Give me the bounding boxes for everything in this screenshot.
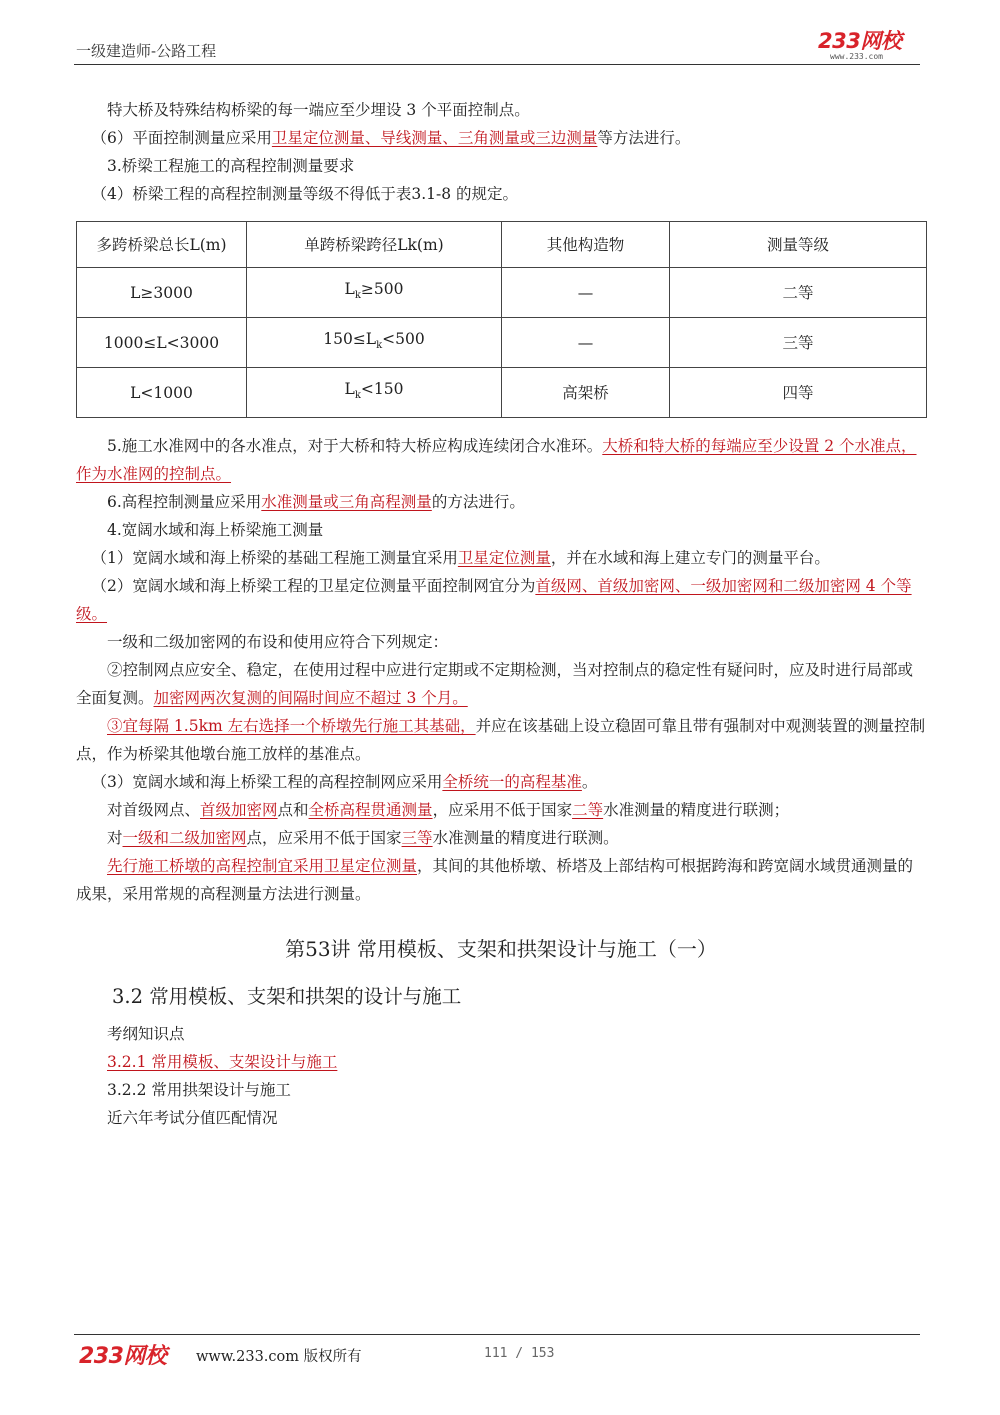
highlight-text: 加密网两次复测的间隔时间应不超过 3 个月。 [153, 689, 468, 707]
highlight-text: 全桥统一的高程基准 [442, 773, 582, 791]
footer-rule [74, 1334, 920, 1335]
paragraph: 先行施工桥墩的高程控制宜采用卫星定位测量，其间的其他桥墩、桥塔及上部结构可根据跨海和跨宽阔水域贯通测量的成果，采用常规的高程测量方法进行测量。 [76, 857, 914, 903]
paragraph: 近六年考试分值匹配情况 [107, 1109, 278, 1127]
lecture-title: 第53讲 常用模板、支架和拱架设计与施工（一） [285, 937, 717, 961]
highlight-text: 二等 [572, 801, 604, 819]
paragraph: ②控制网点应安全、稳定，在使用过程中应进行定期或不定期检测，当对控制点的稳定性有疑问时，应及时进行局部或全面复测。加密网两次复测的间隔时间应不超过 3 个月。 [76, 661, 914, 707]
table-cell: L≥3000 [77, 268, 247, 318]
table-cell: — [502, 268, 670, 318]
paragraph: 对首级网点、首级加密网点和全桥高程贯通测量，应采用不低于国家二等水准测量的精度进行联测； [107, 801, 790, 819]
highlight-text: 首级网、首级加密网、一级加密网和二级加密网 4 个等级。 [76, 577, 912, 623]
highlight-text: 卫星定位测量、导线测量、三角测量或三边测量 [271, 129, 598, 147]
highlight-text: 首级加密网 [200, 801, 278, 819]
footer-logo: 233网校 [79, 1344, 167, 1369]
highlight-text: 先行施工桥墩的高程控制宜采用卫星定位测量 [107, 857, 418, 875]
paragraph [76, 1048, 926, 1076]
paragraph: 6.高程控制测量应采用水准测量或三角高程测量的方法进行。 [107, 493, 525, 511]
paragraph: 一级和二级加密网的布设和使用应符合下列规定： [107, 633, 449, 651]
document-body [76, 96, 926, 1132]
table-header-cell: 其他构造物 [502, 222, 670, 268]
survey-grade-table [76, 221, 927, 418]
table-header-cell: 单跨桥梁跨径Lk(m) [247, 222, 502, 268]
header-rule [74, 64, 920, 65]
table-cell: 1000≤L<3000 [77, 318, 247, 368]
table-cell: $L_k\ge 500$ [247, 268, 502, 318]
paragraph: ③宜每隔 1.5km 左右选择一个桥墩先行施工其基础，并应在该基础上设立稳固可靠且带有强制对中观测装置的测量控制点，作为桥梁其他墩台施工放样的基准点。 [76, 717, 926, 763]
paragraph: 特大桥及特殊结构桥梁的每一端应至少埋设 3 个平面控制点。 [107, 101, 530, 119]
footer-copyright: www.233.com 版权所有 [196, 1349, 362, 1365]
highlight-text: 全桥高程贯通测量 [308, 801, 433, 819]
table-cell: — [502, 318, 670, 368]
table-cell: $L_k<150$ [247, 368, 502, 418]
highlight-text: 大桥和特大桥的每端应至少设置 2 个水准点，作为水准网的控制点。 [76, 437, 917, 483]
paragraph: 考纲知识点 [107, 1025, 185, 1043]
highlight-link[interactable]: 3.2.1 常用模板、支架设计与施工 [107, 1053, 338, 1071]
table-row [77, 268, 927, 318]
header-title: 一级建造师-公路工程 [76, 42, 217, 60]
brand-logo [818, 30, 901, 61]
table-header-row [77, 222, 927, 268]
highlight-text: ③宜每隔 1.5km 左右选择一个桥墩先行施工其基础， [107, 717, 476, 735]
table-cell: L<1000 [77, 368, 247, 418]
paragraph: （3）宽阔水域和海上桥梁工程的高程控制网应采用全桥统一的高程基准。 [91, 773, 598, 791]
paragraph: （4）桥梁工程的高程控制测量等级不得低于表3.1-8 的规定。 [91, 185, 519, 203]
table-row [77, 318, 927, 368]
paragraph: 5.施工水准网中的各水准点，对于大桥和特大桥应构成连续闭合水准环。大桥和特大桥的每端应至少设置 2 个水准点，作为水准网的控制点。 [76, 437, 917, 483]
page-number: 111 / 153 [484, 1346, 555, 1361]
table-cell: 二等 [670, 268, 927, 318]
table-header-cell: 多跨桥梁总长L(m) [77, 222, 247, 268]
table-cell: 三等 [670, 318, 927, 368]
paragraph: 3.2.2 常用拱架设计与施工 [107, 1081, 291, 1099]
table-cell: 四等 [670, 368, 927, 418]
logo-main-text: 233网校 [818, 29, 902, 53]
paragraph: 4.宽阔水域和海上桥梁施工测量 [107, 521, 324, 539]
paragraph: 对一级和二级加密网点，应采用不低于国家三等水准测量的精度进行联测。 [107, 829, 619, 847]
table-cell: $150\le L_k<500$ [247, 318, 502, 368]
paragraph: （1）宽阔水域和海上桥梁的基础工程施工测量宜采用卫星定位测量，并在水域和海上建立专门的测量平台。 [91, 549, 830, 567]
table-cell: 高架桥 [502, 368, 670, 418]
paragraph: 3.桥梁工程施工的高程控制测量要求 [107, 157, 355, 175]
paragraph: （2）宽阔水域和海上桥梁工程的卫星定位测量平面控制网宜分为首级网、首级加密网、一级加密网和二级加密网 4 个等级。 [76, 577, 912, 623]
table-row [77, 368, 927, 418]
highlight-text: 三等 [401, 829, 433, 847]
paragraph: （6）平面控制测量应采用卫星定位测量、导线测量、三角测量或三边测量等方法进行。 [91, 129, 691, 147]
highlight-text: 一级和二级加密网 [122, 829, 247, 847]
highlight-text: 卫星定位测量 [457, 549, 551, 567]
logo-sub-text: www.233.com [830, 52, 883, 61]
section-title: 3.2 常用模板、支架和拱架的设计与施工 [112, 985, 462, 1008]
highlight-text: 水准测量或三角高程测量 [261, 493, 432, 511]
table-header-cell: 测量等级 [670, 222, 927, 268]
